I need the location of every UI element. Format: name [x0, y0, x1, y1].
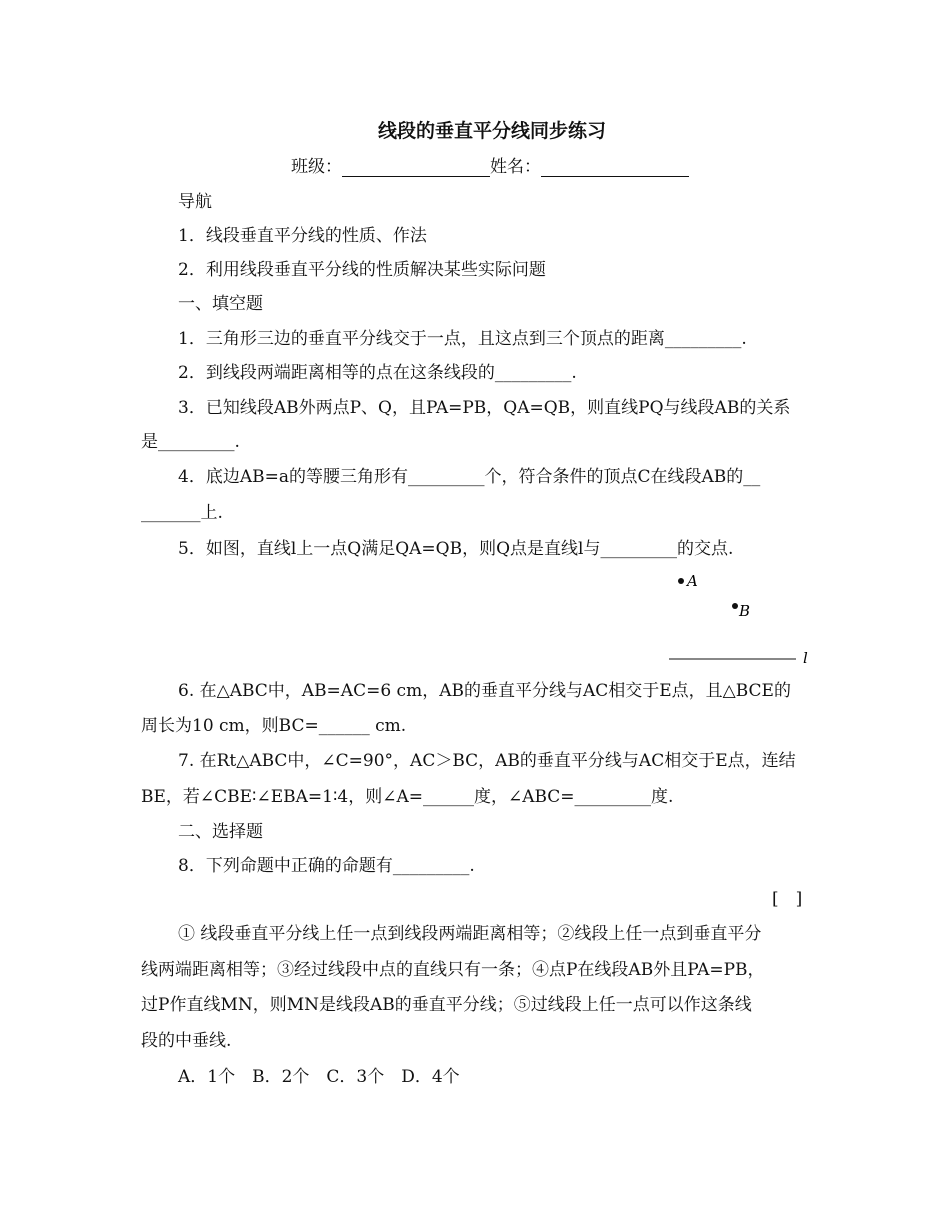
class-label: 班级：: [291, 157, 342, 177]
section-multiple-choice: 二、选择题: [178, 822, 263, 842]
question-4-line-2: _______上.: [141, 503, 223, 523]
question-3-line-2: 是_________.: [141, 432, 240, 452]
question-6-line-1: 6. 在△ABC中，AB=AC=6 cm，AB的垂直平分线与AC相交于E点，且△BCE的: [178, 681, 791, 701]
question-8: 8．下列命题中正确的命题有_________.: [178, 856, 475, 876]
nav-item-2: 2．利用线段垂直平分线的性质解决某些实际问题: [178, 260, 546, 280]
question-5: 5．如图，直线l上一点Q满足QA=QB，则Q点是直线l与_________的交点.: [178, 539, 734, 559]
class-blank[interactable]: [342, 160, 490, 177]
point-a-label: A: [687, 572, 698, 590]
section-fill-blank: 一、填空题: [178, 294, 263, 314]
question-3-line-1: 3．已知线段AB外两点P、Q，且PA=PB，QA=QB，则直线PQ与线段AB的关系: [178, 398, 791, 418]
line-l-label: l: [803, 649, 808, 667]
name-blank[interactable]: [541, 160, 689, 177]
class-name-line: [291, 157, 689, 177]
answer-bracket[interactable]: [ ]: [772, 889, 803, 909]
question-6-line-2: 周长为10 cm，则BC=______ cm.: [141, 716, 407, 736]
point-a-dot: [678, 578, 684, 584]
question-7-line-1: 7. 在Rt△ABC中，∠C=90°，AC＞BC，AB的垂直平分线与AC相交于E点，连结: [178, 751, 796, 771]
question-2: 2．到线段两端距离相等的点在这条线段的_________.: [178, 363, 577, 383]
nav-item-1: 1．线段垂直平分线的性质、作法: [178, 226, 427, 246]
question-8-options: A．1个 B．2个 C．3个 D．4个: [178, 1067, 460, 1087]
nav-heading: 导航: [178, 192, 212, 212]
question-1: 1．三角形三边的垂直平分线交于一点，且这点到三个顶点的距离_________.: [178, 329, 747, 349]
page-title: 线段的垂直平分线同步练习: [377, 120, 606, 142]
question-8-statement-line-2: 线两端距离相等；③经过线段中点的直线只有一条；④点P在线段AB外且PA=PB，: [141, 960, 765, 980]
question-7-line-2: BE，若∠CBE∶∠EBA=1∶4，则∠A=______度，∠ABC=_________度.: [141, 787, 674, 807]
name-label: 姓名：: [490, 157, 541, 177]
question-8-statement-line-4: 段的中垂线.: [141, 1031, 232, 1051]
question-4-line-1: 4．底边AB=a的等腰三角形有_________个，符合条件的顶点C在线段AB的__: [178, 467, 761, 487]
question-8-statement-line-3: 过P作直线MN，则MN是线段AB的垂直平分线；⑤过线段上任一点可以作这条线: [141, 995, 752, 1015]
point-b-label: B: [739, 602, 751, 620]
point-b-dot: [732, 603, 738, 609]
question-5-figure: [660, 570, 820, 670]
question-8-statement-line-1: ① 线段垂直平分线上任一点到线段两端距离相等；②线段上任一点到垂直平分: [178, 924, 762, 944]
